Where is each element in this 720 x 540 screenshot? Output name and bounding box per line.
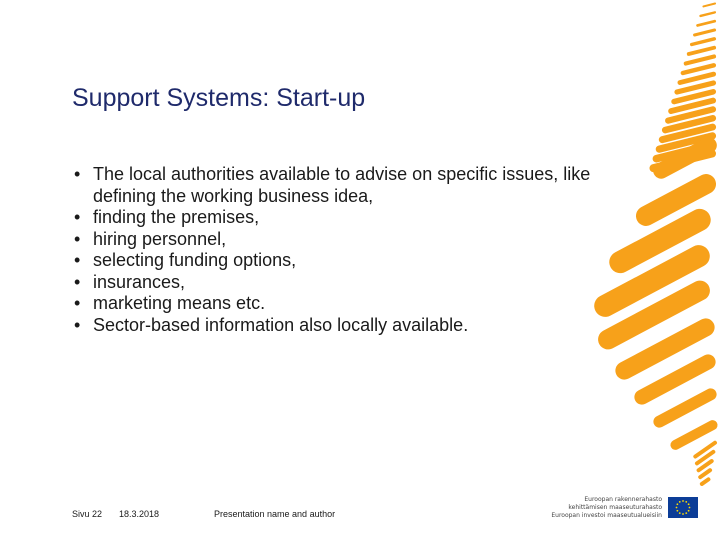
eu-logo-line: Euroopan investoi maaseutualueisiin <box>551 512 662 519</box>
bullet-dot: • <box>74 293 81 313</box>
footer-date: 18.3.2018 <box>119 509 160 519</box>
wave-stripe <box>664 106 716 125</box>
wave-stripe <box>650 135 719 182</box>
bullet-dot: • <box>74 228 81 249</box>
eu-star <box>676 503 678 505</box>
wave-stripe <box>652 140 717 163</box>
eu-logo-line: kehittämisen maaseuturahasto <box>568 504 662 511</box>
wave-stripe <box>668 97 717 115</box>
bullet-text: marketing means etc. <box>93 293 266 313</box>
bullet-item <box>74 229 654 251</box>
bullet-item <box>74 164 654 207</box>
eu-star <box>679 512 681 514</box>
bullet-text: insurances, <box>93 271 186 292</box>
eu-star <box>682 513 684 515</box>
wave-stripe <box>702 2 716 7</box>
wave-stripe <box>658 123 717 144</box>
bullet-item <box>74 272 654 294</box>
wave-stripe <box>632 352 719 407</box>
bullet-item <box>74 315 654 337</box>
footer-presentation-name: Presentation name and author <box>214 509 336 519</box>
wave-stripe <box>651 386 718 429</box>
bullet-dot: • <box>74 164 81 184</box>
footer-page-number: Sivu 22 <box>72 509 103 519</box>
bullet-item <box>74 250 654 272</box>
wave-stripe <box>677 71 717 85</box>
wave-stripe <box>686 45 716 56</box>
eu-star <box>676 507 678 509</box>
eu-star <box>682 500 684 502</box>
wave-stripe <box>696 458 715 473</box>
wave-stripe <box>699 11 716 17</box>
slide-title: Support Systems: Start-up <box>72 84 366 112</box>
wave-stripe <box>697 467 712 479</box>
eu-star <box>688 510 690 512</box>
bullet-item <box>74 293 654 315</box>
bullet-text: hiring personnel, <box>93 228 227 249</box>
bullet-text: The local authorities available to advise on specific issues, like defining the working business idea, <box>93 164 591 206</box>
bullet-text: finding the premises, <box>93 207 260 227</box>
wave-stripe <box>680 63 716 76</box>
wave-stripe <box>655 132 717 154</box>
eu-star <box>685 501 687 503</box>
bullet-text: selecting funding options, <box>93 250 297 270</box>
wave-stripe <box>696 20 716 28</box>
eu-star <box>688 503 690 505</box>
wave-stripe <box>649 149 717 173</box>
bullet-text: Sector-based information also locally available. <box>93 314 469 335</box>
eu-star <box>679 501 681 503</box>
wave-stripe <box>694 449 716 466</box>
wave-stripe <box>669 418 720 451</box>
bullet-list <box>74 164 654 336</box>
bullet-dot: • <box>74 271 81 292</box>
bullet-dot: • <box>74 314 81 335</box>
eu-star <box>685 512 687 514</box>
wave-stripe <box>690 37 717 47</box>
wave-stripe <box>683 54 716 66</box>
wave-stripe <box>674 80 717 95</box>
eu-star <box>676 510 678 512</box>
bullet-dot: • <box>74 207 81 227</box>
wave-stripe <box>693 440 718 459</box>
eu-flag-icon <box>668 497 698 518</box>
eu-logo-line: Euroopan rakennerahasto <box>584 496 662 503</box>
bullet-item <box>74 207 654 229</box>
wave-stripe <box>661 114 717 134</box>
wave-stripe <box>699 477 711 487</box>
wave-stripe <box>671 88 717 104</box>
eu-star <box>689 507 691 509</box>
bullet-dot: • <box>74 250 81 270</box>
wave-stripe <box>693 28 717 37</box>
eu-logo-text <box>540 496 662 520</box>
